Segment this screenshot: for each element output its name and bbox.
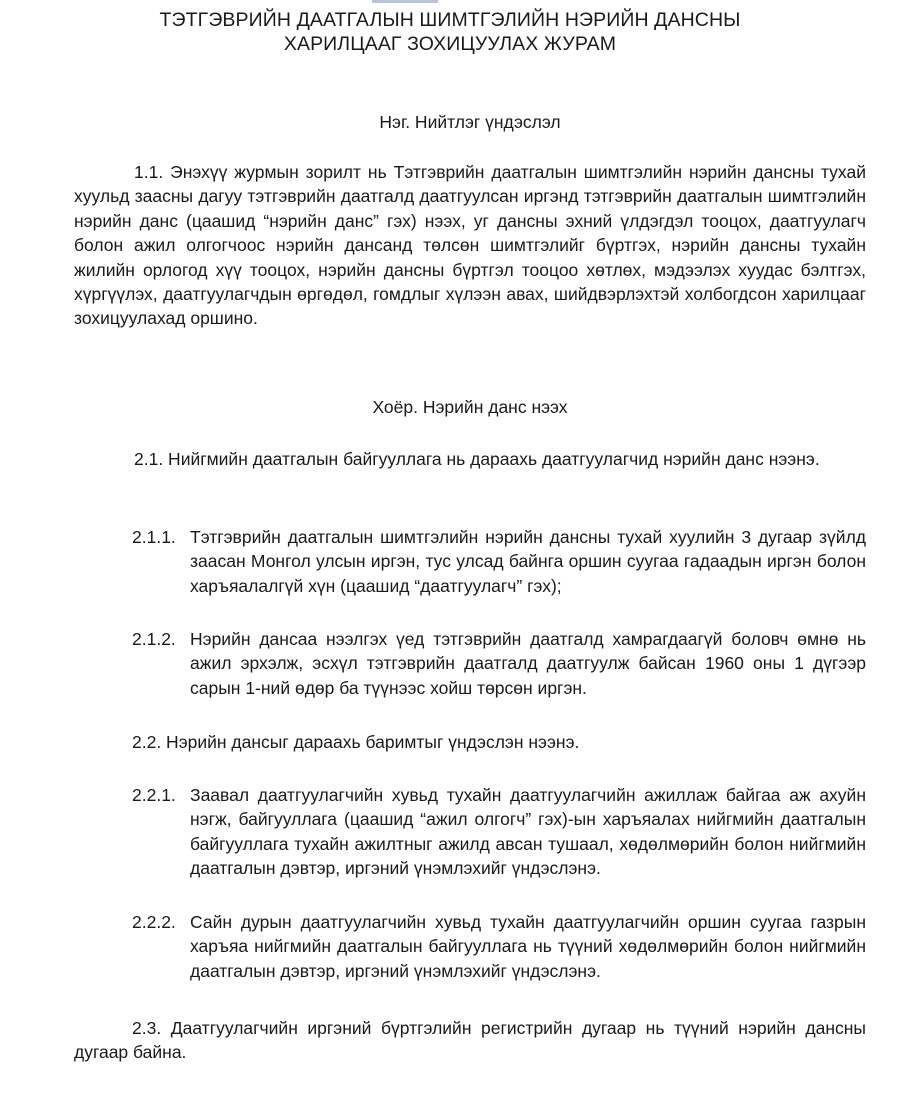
paragraph-1-1: 1.1. Энэхүү журмын зорилт нь Тэтгэврийн даатгалын шимтгэлийн нэрийн дансны тухай хуульд заасны дагуу тэтгэврийн даатгалд даатгуулсан иргэнд тэтгэврийн даатгалын шимтгэлийн нэрийн данс (цаашид “нэрийн данс” гэх) нээх, уг дансны эхний үлдэгдэл тооцох, даатгуулагч болон ажил олгогчоос нэрийн дансанд төлсөн шимтгэлийг бүртгэх, нэрийн дансны тухайн жилийн орлогод хүү тооцох, нэрийн дансны бүртгэл тооцоо хөтлөх, мэдээлэх хуудас бэлтгэх, хүргүүлэх, даатгуулагчдын өргөдөл, гомдлыг хүлээн авах, шийдвэрлэхтэй холбогдсон харилцааг зохицуулахад оршино. bbox=[74, 162, 866, 329]
list-item-2-2-1 bbox=[132, 783, 866, 881]
item-text: Сайн дурын даатгуулагчийн хувьд тухайн даатгуулагчийн оршин суугаа газрын харъяа нийгмийн даатгалын байгууллага нь түүний хөдөлмөрийн болон нийгмийн даатгалын дэвтэр, иргэний үнэмлэхийг үндэслэнэ. bbox=[190, 912, 866, 981]
paragraph-2-1: 2.1. Нийгмийн даатгалын байгууллага нь дараахь даатгуулагчид нэрийн данс нээнэ. bbox=[134, 449, 820, 469]
item-text: Тэтгэврийн даатгалын шимтгэлийн нэрийн дансны тухай хуулийн 3 дугаар зүйлд заасан Монгол улсын иргэн, тус улсад байнга оршин суугаа гадаадын иргэн болон харъяалалгүй хүн (цаашид “даатгуулагч” гэх); bbox=[190, 527, 866, 596]
list-item-2-1-2 bbox=[132, 627, 866, 700]
item-text: Заавал даатгуулагчийн хувьд тухайн даатгуулагчийн ажиллаж байгаа аж ахуйн нэгж, байгууллага (цаашид “ажил олгогч” гэх)-ын харъяалах нийгмийн даатгалын байгууллага тухайн ажилтныг ажилд авсан тушаал, хөдөлмөрийн болон нийгмийн даатгалын дэвтэр, иргэний үнэмлэхийг үндэслэнэ. bbox=[190, 785, 866, 879]
section-1-heading: Нэг. Нийтлэг үндэслэл bbox=[379, 112, 561, 132]
title-line-2: ХАРИЛЦААГ ЗОХИЦУУЛАХ ЖУРАМ bbox=[283, 33, 617, 55]
item-number: 2.1.2. bbox=[132, 629, 176, 649]
list-item-2-1-1 bbox=[132, 525, 866, 598]
list-item-2-2-2 bbox=[132, 910, 866, 983]
document-title bbox=[0, 8, 900, 56]
paragraph-2-3: 2.3. Даатгуулагчийн иргэний бүртгэлийн регистрийн дугаар нь түүний нэрийн дансны дугаар байна. bbox=[74, 1018, 866, 1063]
paragraph-2-2: 2.2. Нэрийн дансыг дараахь баримтыг үндэслэн нээнэ. bbox=[132, 732, 580, 752]
section-2-heading: Хоёр. Нэрийн данс нээх bbox=[372, 397, 568, 417]
scan-artifact bbox=[372, 0, 438, 3]
title-line-1: ТЭТГЭВРИЙН ДААТГАЛЫН ШИМТГЭЛИЙН НЭРИЙН ДАНСНЫ bbox=[159, 9, 741, 31]
item-number: 2.2.1. bbox=[132, 785, 176, 805]
item-number: 2.2.2. bbox=[132, 912, 176, 932]
item-number: 2.1.1. bbox=[132, 527, 176, 547]
item-text: Нэрийн дансаа нээлгэх үед тэтгэврийн даатгалд хамрагдаагүй боловч өмнө нь ажил эрхэлж, эсхүл тэтгэврийн даатгалд даатгуулж байсан 1960 оны 1 дүгээр сарын 1-ний өдөр ба түүнээс хойш төрсөн иргэн. bbox=[190, 629, 866, 698]
